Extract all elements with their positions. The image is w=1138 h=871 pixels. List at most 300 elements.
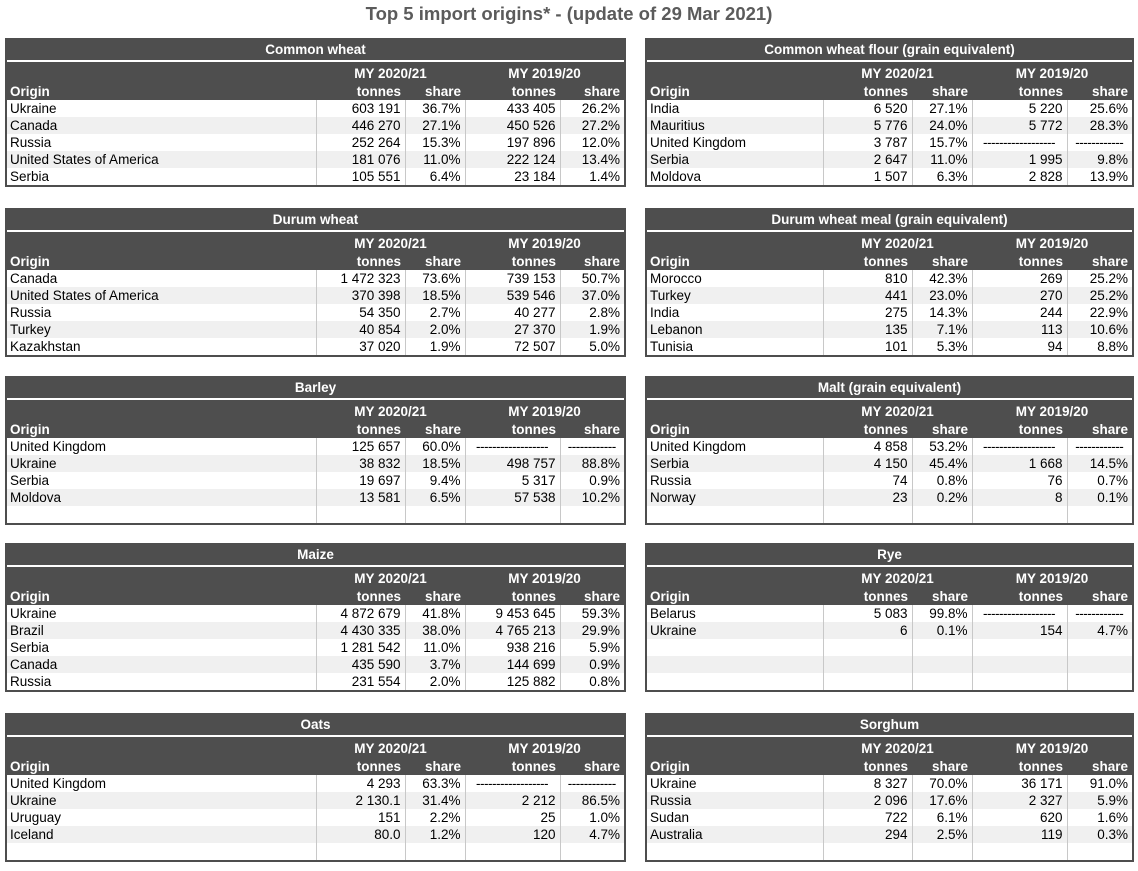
cell-tonnes-2020-21: 54 350 [316,304,405,321]
cell-share-2019-20: ------------ [1067,438,1132,455]
header-my-2020-21: MY 2020/21 [823,61,972,83]
cell-tonnes-2019-20: ------------------ [465,775,560,792]
cell-tonnes-2020-21: 2 647 [823,151,912,168]
cell-tonnes-2019-20: 113 [972,321,1067,338]
import-table [647,565,1132,690]
header-tonnes: tonnes [863,254,908,269]
panel-sorghum [645,713,1134,862]
cell-share-2019-20: 4.7% [1067,622,1132,639]
cell-share-2019-20 [1067,673,1132,690]
cell-origin [647,639,823,656]
cell-tonnes-2020-21: 23 [823,489,912,506]
header-my-2020-21: MY 2020/21 [823,566,972,588]
panel-durum-wheat-meal-grain-equivalent [645,208,1134,357]
cell-tonnes-2020-21 [823,843,912,860]
cell-tonnes-2019-20: 539 546 [465,287,560,304]
header-my-2019-20: MY 2019/20 [972,736,1132,758]
panel-title: Oats [300,717,331,732]
cell-tonnes-2019-20 [465,506,560,523]
header-origin: Origin [10,589,50,604]
cell-tonnes-2020-21: 105 551 [316,168,405,185]
import-table [7,735,624,860]
cell-share-2019-20: 0.1% [1067,489,1132,506]
table-row [647,117,1132,134]
table-row [647,639,1132,656]
cell-share-2020-21: 73.6% [405,270,465,287]
cell-share-2020-21: 6.5% [405,489,465,506]
header-blank [7,566,316,588]
cell-share-2019-20: 50.7% [560,270,624,287]
cell-tonnes-2020-21: 231 554 [316,673,405,690]
cell-tonnes-2019-20: 5 317 [465,472,560,489]
header-blank [7,231,316,253]
cell-share-2019-20: ------------ [560,775,624,792]
cell-share-2020-21: 6.1% [912,809,972,826]
cell-share-2020-21: 2.2% [405,809,465,826]
cell-tonnes-2020-21: 1 281 542 [316,639,405,656]
cell-tonnes-2020-21: 1 472 323 [316,270,405,287]
cell-share-2019-20: 86.5% [560,792,624,809]
cell-origin: Serbia [647,151,823,168]
header-blank [7,399,316,421]
cell-share-2020-21: 27.1% [912,100,972,117]
table-row [647,304,1132,321]
cell-share-2019-20 [560,506,624,523]
panel-durum-wheat [5,208,626,357]
header-my-2019-20: MY 2019/20 [972,231,1132,253]
cell-origin: Brazil [7,622,316,639]
cell-origin: Ukraine [647,622,823,639]
header-my-2020-21: MY 2020/21 [316,566,465,588]
cell-tonnes-2020-21: 3 787 [823,134,912,151]
cell-share-2020-21: 36.7% [405,100,465,117]
cell-tonnes-2020-21: 603 191 [316,100,405,117]
cell-tonnes-2019-20 [972,506,1067,523]
cell-share-2019-20: 0.3% [1067,826,1132,843]
import-table [7,230,624,355]
cell-tonnes-2019-20: 119 [972,826,1067,843]
header-origin: Origin [650,254,690,269]
cell-share-2019-20: 1.9% [560,321,624,338]
header-my-2020-21: MY 2020/21 [316,231,465,253]
cell-share-2019-20: ------------ [1067,605,1132,622]
cell-share-2019-20: 91.0% [1067,775,1132,792]
cell-share-2019-20: 1.4% [560,168,624,185]
cell-tonnes-2019-20: ------------------ [465,438,560,455]
header-tonnes: tonnes [356,254,401,269]
cell-tonnes-2020-21: 4 150 [823,455,912,472]
cell-tonnes-2019-20: 72 507 [465,338,560,355]
header-tonnes: tonnes [511,589,556,604]
table-row [647,673,1132,690]
table-row [647,656,1132,673]
cell-share-2020-21: 70.0% [912,775,972,792]
cell-tonnes-2020-21: 252 264 [316,134,405,151]
cell-share-2020-21: 63.3% [405,775,465,792]
cell-origin: Canada [7,117,316,134]
header-blank [647,61,823,83]
cell-share-2019-20: 8.8% [1067,338,1132,355]
panel-malt-grain-equivalent [645,376,1134,525]
cell-origin: India [647,100,823,117]
header-my-2020-21: MY 2020/21 [823,399,972,421]
cell-tonnes-2020-21: 4 293 [316,775,405,792]
table-row [7,489,624,506]
cell-origin: United Kingdom [647,134,823,151]
table-row [7,134,624,151]
cell-origin: Moldova [647,168,823,185]
panel-title: Barley [294,380,337,395]
cell-share-2019-20: 5.9% [1067,792,1132,809]
table-row [7,843,624,860]
cell-origin: Russia [647,472,823,489]
table-row [647,151,1132,168]
cell-tonnes-2019-20: 144 699 [465,656,560,673]
panel-oats [5,713,626,862]
cell-share-2019-20: 5.9% [560,639,624,656]
header-my-2020-21: MY 2020/21 [316,399,465,421]
table-row [647,792,1132,809]
cell-tonnes-2019-20: 120 [465,826,560,843]
cell-tonnes-2019-20: 36 171 [972,775,1067,792]
table-row [7,100,624,117]
cell-origin: United Kingdom [7,438,316,455]
cell-tonnes-2019-20: 739 153 [465,270,560,287]
cell-share-2019-20: 0.9% [560,656,624,673]
header-tonnes: tonnes [1018,84,1063,99]
cell-tonnes-2020-21: 8 327 [823,775,912,792]
cell-share-2020-21 [912,506,972,523]
cell-origin [647,843,823,860]
cell-share-2019-20: 28.3% [1067,117,1132,134]
table-row [647,472,1132,489]
header-share: share [583,254,620,269]
header-tonnes: tonnes [863,84,908,99]
header-origin: Origin [10,84,50,99]
table-row [7,826,624,843]
header-share: share [931,759,968,774]
cell-tonnes-2019-20 [972,639,1067,656]
cell-share-2020-21: 14.3% [912,304,972,321]
cell-share-2020-21: 31.4% [405,792,465,809]
cell-tonnes-2019-20: 244 [972,304,1067,321]
table-row [7,472,624,489]
cell-tonnes-2020-21 [823,639,912,656]
panel-common-wheat-flour-grain-equivalent [645,38,1134,187]
cell-tonnes-2019-20: 2 327 [972,792,1067,809]
table-row [647,270,1132,287]
cell-share-2019-20: 26.2% [560,100,624,117]
cell-tonnes-2019-20: 4 765 213 [465,622,560,639]
cell-origin: Serbia [7,472,316,489]
header-share: share [583,422,620,437]
header-tonnes: tonnes [863,422,908,437]
table-row [7,304,624,321]
cell-origin: Morocco [647,270,823,287]
cell-origin [7,506,316,523]
header-my-2019-20: MY 2019/20 [972,566,1132,588]
header-blank [7,736,316,758]
table-row [7,168,624,185]
table-row [7,287,624,304]
cell-share-2020-21: 38.0% [405,622,465,639]
table-row [7,775,624,792]
header-my-2019-20: MY 2019/20 [465,399,624,421]
import-table [7,565,624,690]
cell-tonnes-2020-21: 38 832 [316,455,405,472]
cell-share-2019-20: 5.0% [560,338,624,355]
cell-tonnes-2019-20: 1 995 [972,151,1067,168]
cell-origin: Ukraine [7,792,316,809]
header-share: share [1091,759,1128,774]
cell-share-2020-21: 45.4% [912,455,972,472]
header-blank [647,399,823,421]
cell-origin: Turkey [7,321,316,338]
cell-origin: Ukraine [7,605,316,622]
cell-origin: Kazakhstan [7,338,316,355]
cell-share-2020-21: 18.5% [405,287,465,304]
cell-tonnes-2020-21: 2 096 [823,792,912,809]
cell-share-2020-21: 27.1% [405,117,465,134]
cell-tonnes-2019-20 [972,673,1067,690]
cell-share-2019-20: 10.2% [560,489,624,506]
cell-tonnes-2019-20: 40 277 [465,304,560,321]
table-row [7,639,624,656]
header-blank [647,231,823,253]
cell-share-2020-21: 23.0% [912,287,972,304]
header-share: share [424,254,461,269]
header-blank [7,61,316,83]
cell-tonnes-2020-21: 37 020 [316,338,405,355]
cell-share-2019-20: 4.7% [560,826,624,843]
import-table [647,735,1132,860]
panel-common-wheat [5,38,626,187]
cell-tonnes-2019-20: 2 212 [465,792,560,809]
cell-tonnes-2019-20: 938 216 [465,639,560,656]
header-blank [647,736,823,758]
cell-share-2020-21: 15.7% [912,134,972,151]
cell-tonnes-2019-20 [972,656,1067,673]
table-row [647,622,1132,639]
cell-origin: Belarus [647,605,823,622]
cell-tonnes-2019-20: 5 220 [972,100,1067,117]
cell-tonnes-2019-20 [465,843,560,860]
table-row [647,809,1132,826]
cell-tonnes-2020-21: 370 398 [316,287,405,304]
header-share: share [424,422,461,437]
panel-title: Rye [877,547,902,562]
cell-origin: United Kingdom [7,775,316,792]
cell-tonnes-2020-21: 6 [823,622,912,639]
cell-origin: Russia [7,673,316,690]
cell-share-2020-21 [912,639,972,656]
cell-tonnes-2019-20: 8 [972,489,1067,506]
table-row [647,321,1132,338]
table-row [647,775,1132,792]
cell-share-2019-20 [560,843,624,860]
import-table [7,60,624,185]
cell-origin: United Kingdom [647,438,823,455]
cell-origin: Australia [647,826,823,843]
cell-share-2020-21: 42.3% [912,270,972,287]
cell-tonnes-2020-21: 275 [823,304,912,321]
cell-share-2019-20 [1067,656,1132,673]
import-table [647,398,1132,523]
header-tonnes: tonnes [863,589,908,604]
cell-share-2020-21: 5.3% [912,338,972,355]
cell-share-2020-21: 2.7% [405,304,465,321]
header-tonnes: tonnes [863,759,908,774]
panel-barley [5,376,626,525]
table-row [7,455,624,472]
cell-origin: United States of America [7,151,316,168]
cell-share-2020-21: 0.1% [912,622,972,639]
cell-share-2019-20: ------------ [1067,134,1132,151]
cell-origin [647,506,823,523]
cell-tonnes-2019-20: 27 370 [465,321,560,338]
cell-share-2020-21: 2.0% [405,673,465,690]
cell-share-2020-21: 1.9% [405,338,465,355]
header-my-2019-20: MY 2019/20 [972,399,1132,421]
header-origin: Origin [650,422,690,437]
header-tonnes: tonnes [1018,589,1063,604]
cell-tonnes-2020-21: 13 581 [316,489,405,506]
cell-origin: Canada [7,656,316,673]
header-origin: Origin [650,759,690,774]
cell-share-2019-20: 10.6% [1067,321,1132,338]
table-row [7,438,624,455]
cell-tonnes-2020-21: 294 [823,826,912,843]
cell-tonnes-2020-21: 125 657 [316,438,405,455]
header-share: share [424,84,461,99]
header-share: share [1091,254,1128,269]
cell-tonnes-2020-21: 4 430 335 [316,622,405,639]
cell-tonnes-2020-21: 101 [823,338,912,355]
cell-origin: Lebanon [647,321,823,338]
cell-origin: Mauritius [647,117,823,134]
import-table [647,230,1132,355]
cell-tonnes-2019-20: 57 538 [465,489,560,506]
cell-tonnes-2020-21 [823,656,912,673]
table-row [7,792,624,809]
cell-origin: Ukraine [7,100,316,117]
cell-share-2019-20 [1067,843,1132,860]
cell-share-2020-21 [912,656,972,673]
header-my-2019-20: MY 2019/20 [465,566,624,588]
table-row [7,151,624,168]
cell-tonnes-2020-21: 5 083 [823,605,912,622]
header-tonnes: tonnes [511,759,556,774]
cell-origin: Moldova [7,489,316,506]
header-share: share [931,84,968,99]
cell-tonnes-2019-20: 197 896 [465,134,560,151]
cell-share-2020-21: 15.3% [405,134,465,151]
cell-share-2020-21: 18.5% [405,455,465,472]
cell-origin: Iceland [7,826,316,843]
cell-share-2020-21: 11.0% [912,151,972,168]
panel-title: Durum wheat [272,212,359,227]
header-tonnes: tonnes [511,422,556,437]
cell-tonnes-2020-21: 4 858 [823,438,912,455]
cell-tonnes-2019-20: ------------------ [972,134,1067,151]
cell-tonnes-2019-20: 2 828 [972,168,1067,185]
cell-share-2019-20: 37.0% [560,287,624,304]
cell-share-2020-21: 60.0% [405,438,465,455]
import-table [7,398,624,523]
cell-tonnes-2019-20: 154 [972,622,1067,639]
cell-tonnes-2019-20: 125 882 [465,673,560,690]
cell-tonnes-2020-21: 5 776 [823,117,912,134]
cell-tonnes-2019-20: 450 526 [465,117,560,134]
cell-share-2019-20: 14.5% [1067,455,1132,472]
header-share: share [583,589,620,604]
table-row [647,826,1132,843]
cell-tonnes-2020-21: 441 [823,287,912,304]
cell-share-2020-21: 3.7% [405,656,465,673]
cell-tonnes-2019-20: 433 405 [465,100,560,117]
cell-tonnes-2020-21: 2 130.1 [316,792,405,809]
panel-title: Sorghum [859,717,920,732]
cell-share-2020-21: 11.0% [405,151,465,168]
table-row [647,843,1132,860]
header-my-2019-20: MY 2019/20 [465,736,624,758]
cell-tonnes-2020-21: 40 854 [316,321,405,338]
header-my-2020-21: MY 2020/21 [316,736,465,758]
table-row [7,673,624,690]
cell-tonnes-2020-21: 4 872 679 [316,605,405,622]
header-my-2019-20: MY 2019/20 [465,61,624,83]
header-share: share [1091,589,1128,604]
header-my-2019-20: MY 2019/20 [972,61,1132,83]
header-my-2019-20: MY 2019/20 [465,231,624,253]
cell-share-2019-20: 0.9% [560,472,624,489]
table-row [647,455,1132,472]
cell-tonnes-2019-20: 270 [972,287,1067,304]
table-row [7,270,624,287]
cell-tonnes-2019-20: 94 [972,338,1067,355]
table-row [647,438,1132,455]
table-row [647,605,1132,622]
header-my-2020-21: MY 2020/21 [316,61,465,83]
cell-tonnes-2019-20: 498 757 [465,455,560,472]
page-title: Top 5 import origins* - (update of 29 Mar 2021) [365,3,773,24]
header-share: share [583,759,620,774]
header-tonnes: tonnes [356,422,401,437]
table-row [7,605,624,622]
table-row [7,656,624,673]
cell-tonnes-2019-20: 23 184 [465,168,560,185]
cell-origin [647,673,823,690]
header-share: share [1091,84,1128,99]
cell-tonnes-2020-21: 181 076 [316,151,405,168]
cell-share-2019-20: 27.2% [560,117,624,134]
cell-tonnes-2019-20: 5 772 [972,117,1067,134]
cell-tonnes-2020-21 [316,843,405,860]
cell-share-2019-20: 22.9% [1067,304,1132,321]
table-row [7,506,624,523]
table-row [647,338,1132,355]
table-row [647,287,1132,304]
cell-tonnes-2020-21: 810 [823,270,912,287]
table-row [647,168,1132,185]
cell-origin: Russia [647,792,823,809]
cell-origin: United States of America [7,287,316,304]
header-share: share [1091,422,1128,437]
cell-tonnes-2019-20: ------------------ [972,605,1067,622]
table-row [7,321,624,338]
cell-tonnes-2020-21: 435 590 [316,656,405,673]
cell-share-2019-20: 13.4% [560,151,624,168]
